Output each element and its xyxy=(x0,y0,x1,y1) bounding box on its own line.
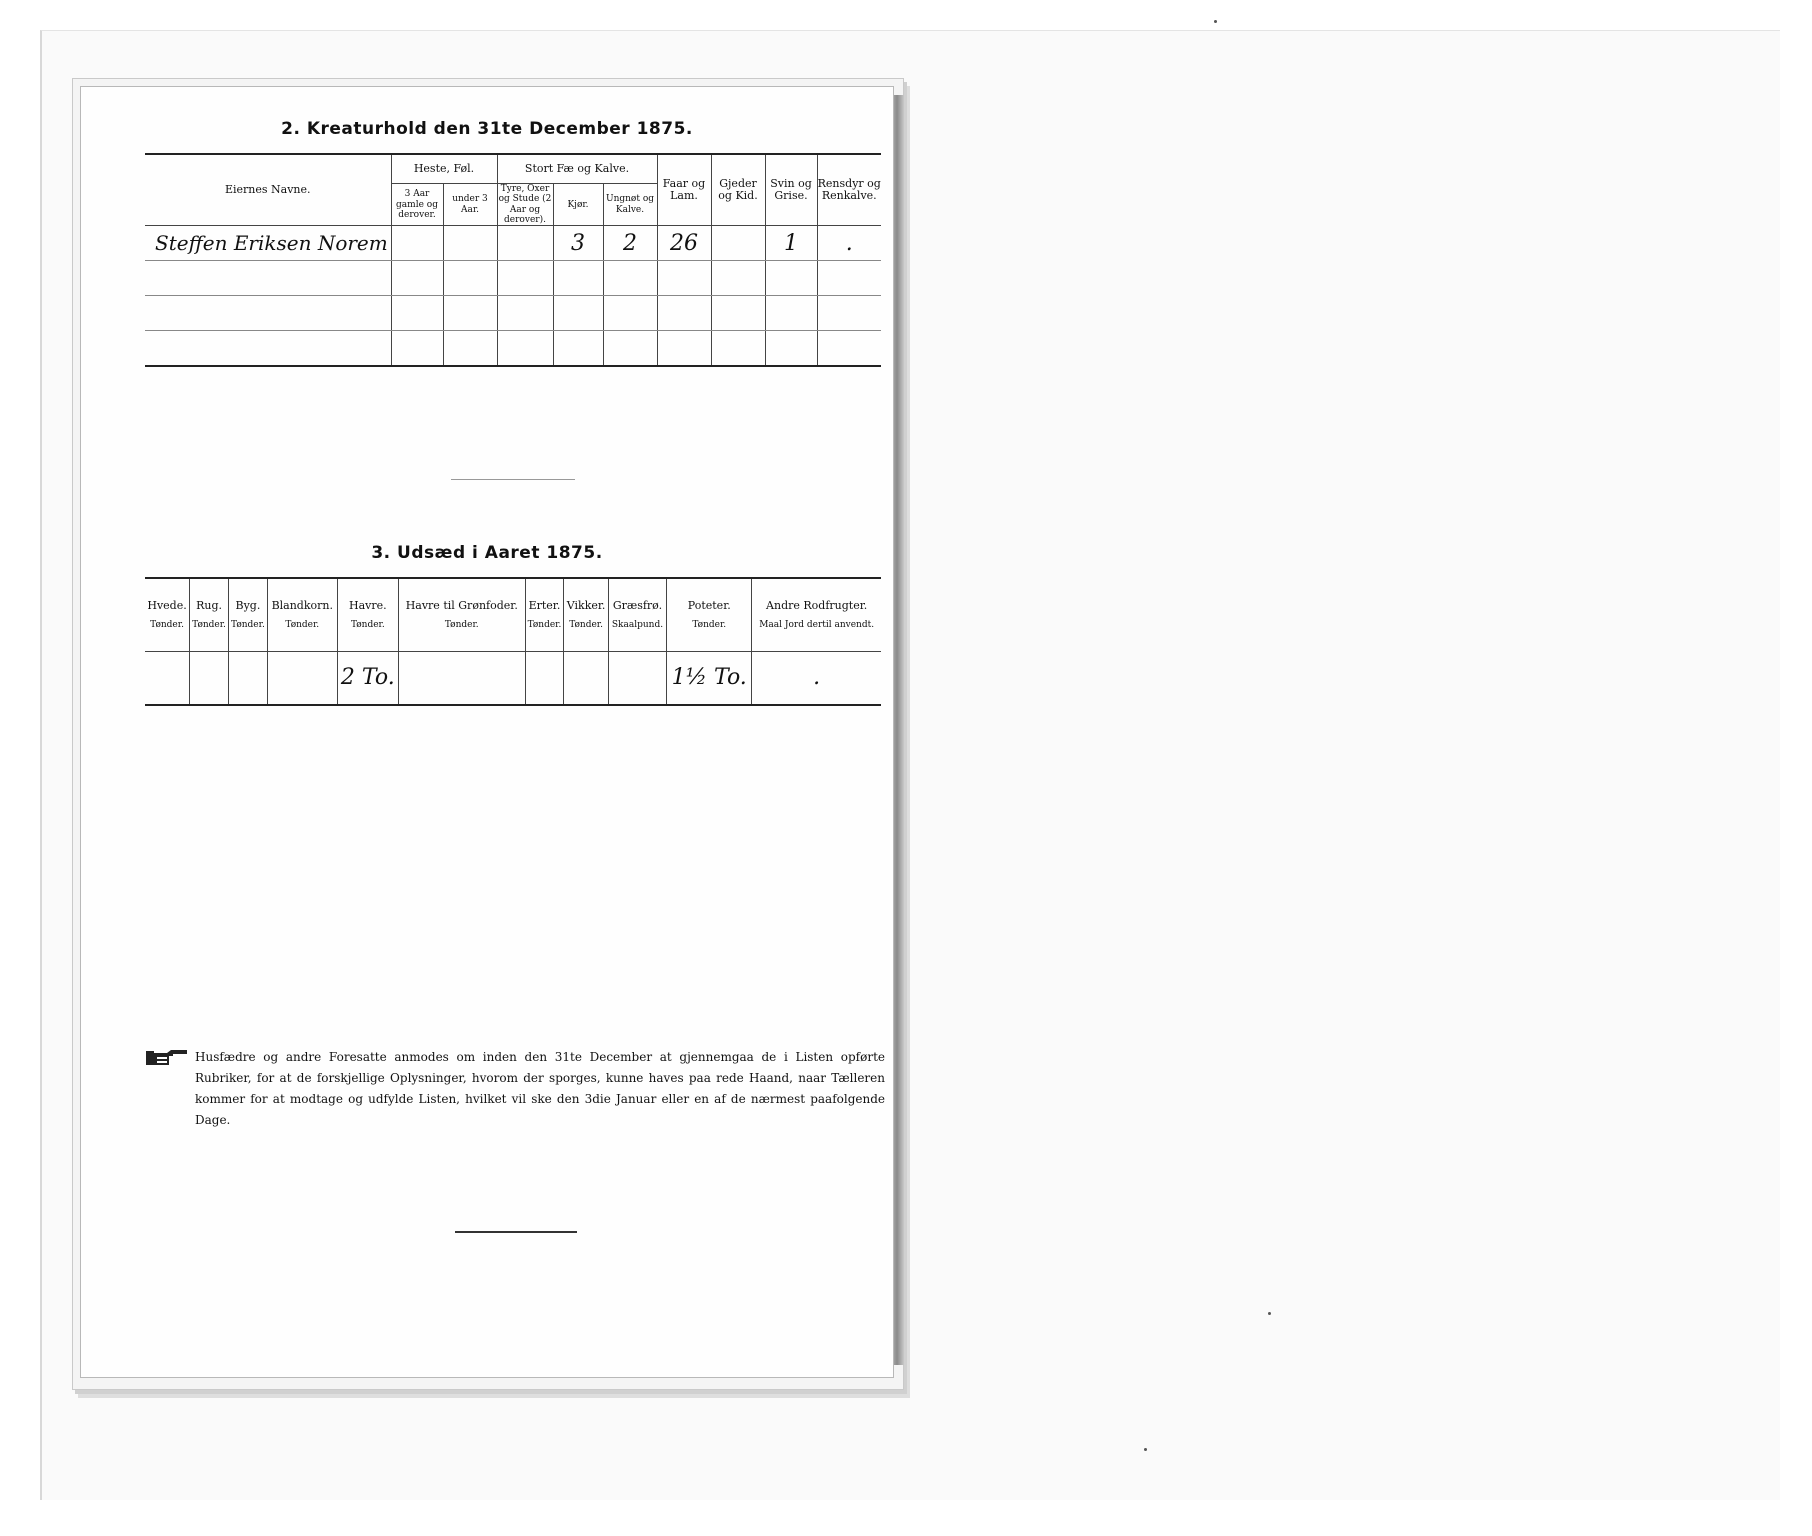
cell xyxy=(525,652,564,706)
col-cattle-young: Ungnøt og Kalve. xyxy=(603,184,657,226)
cell xyxy=(267,652,337,706)
col-havre: Havre. Tønder. xyxy=(337,578,398,652)
col-horses-group: Heste, Føl. xyxy=(391,154,497,184)
cell xyxy=(145,652,190,706)
col-vikker: Vikker. Tønder. xyxy=(564,578,608,652)
cell: 1 xyxy=(765,226,817,261)
col-cattle-cows: Kjør. xyxy=(553,184,603,226)
col-reindeer: Rensdyr og Renkalve. xyxy=(817,154,881,226)
col-owner: Eiernes Navne. xyxy=(145,154,391,226)
table-row xyxy=(145,261,881,296)
col-pigs: Svin og Grise. xyxy=(765,154,817,226)
cell: 2 xyxy=(603,226,657,261)
cell xyxy=(228,652,267,706)
scan-speck xyxy=(1268,1312,1271,1315)
col-hvede: Hvede. Tønder. xyxy=(145,578,190,652)
cell: . xyxy=(752,652,881,706)
table-row xyxy=(145,296,881,331)
col-graesfro: Græsfrø. Skaalpund. xyxy=(608,578,666,652)
cell: 1½ To. xyxy=(667,652,752,706)
owner-cell xyxy=(145,261,391,296)
cell xyxy=(711,226,765,261)
col-rug: Rug. Tønder. xyxy=(190,578,229,652)
cell: 2 To. xyxy=(337,652,398,706)
owner-cell: Steffen Eriksen Norem xyxy=(145,226,391,261)
cell xyxy=(608,652,666,706)
bottom-rule xyxy=(455,1231,577,1233)
col-andre-rodfrugter: Andre Rodfrugter. Maal Jord dertil anvendt. xyxy=(752,578,881,652)
section-3-title: 3. Udsæd i Aaret 1875. xyxy=(371,543,603,563)
notice-text: Husfædre og andre Foresatte anmodes om inden den 31te December at gjennemgaa de i Listen opførte Rubriker, for at de forskjellige Oplysninger, hvorom der sporges, kunne haves paa rede Haand, naar Tælleren kommer for at modtage og udfylde Listen, hvilket vil ske den 3die Januar eller en af de nærmest paafolgende Dage. xyxy=(195,1050,885,1127)
cell xyxy=(497,226,553,261)
owner-cell xyxy=(145,331,391,367)
table-row xyxy=(145,331,881,367)
divider xyxy=(451,479,575,480)
col-cattle-bulls: Tyre, Oxer og Stude (2 Aar og derover). xyxy=(498,184,552,226)
col-blandkorn: Blandkorn. Tønder. xyxy=(267,578,337,652)
cell xyxy=(564,652,608,706)
cell xyxy=(391,226,443,261)
table-row xyxy=(145,226,881,261)
owner-cell xyxy=(145,296,391,331)
col-byg: Byg. Tønder. xyxy=(228,578,267,652)
census-page xyxy=(80,86,894,1378)
col-goats: Gjeder og Kid. xyxy=(711,154,765,226)
cell xyxy=(398,652,525,706)
cell: 3 xyxy=(553,226,603,261)
col-erter: Erter. Tønder. xyxy=(525,578,564,652)
col-cattle-group: Stort Fæ og Kalve. xyxy=(497,154,657,184)
notice-paragraph xyxy=(145,1047,885,1131)
col-sheep: Faar og Lam. xyxy=(657,154,711,226)
pointing-hand-icon xyxy=(145,1047,189,1069)
sowing-table xyxy=(145,577,881,706)
col-horses-under-3: under 3 Aar. xyxy=(443,184,497,226)
scan-speck xyxy=(1214,20,1217,23)
col-poteter: Poteter. Tønder. xyxy=(667,578,752,652)
cell: . xyxy=(817,226,881,261)
col-horses-3-over: 3 Aar gamle og derover. xyxy=(391,184,443,226)
scan-speck xyxy=(1144,1448,1147,1451)
livestock-table xyxy=(145,153,881,367)
col-havre-gronfoder: Havre til Grønfoder. Tønder. xyxy=(398,578,525,652)
section-2-title: 2. Kreaturhold den 31te December 1875. xyxy=(281,119,693,139)
cell xyxy=(190,652,229,706)
cell: 26 xyxy=(657,226,711,261)
table-row xyxy=(145,652,881,706)
cell xyxy=(443,226,497,261)
